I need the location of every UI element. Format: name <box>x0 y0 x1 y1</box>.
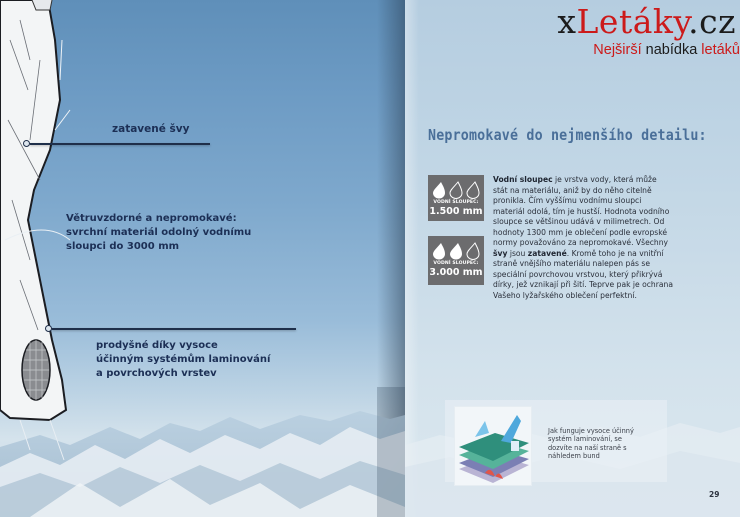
badge-label: VODNÍ SLOUPEC: <box>433 261 479 266</box>
water-column-badge-1500 <box>428 175 484 221</box>
xletaky-logo[interactable] <box>557 1 736 43</box>
callout-breathable-line-3: a povrchových vrstev <box>96 368 217 379</box>
body-paragraph <box>493 175 673 301</box>
lamination-diagram-icon <box>455 407 532 486</box>
callout-line-seams <box>30 143 210 145</box>
water-drop-outline-icon <box>465 242 481 260</box>
drops-rating <box>428 175 484 199</box>
callout-line-breathable <box>52 328 296 330</box>
tagline-part-2: nabídka <box>641 42 702 58</box>
pants-sketch-illustration <box>0 0 140 517</box>
info-box-text: Jak funguje vysoce účinný systém laminování, se dozvíte na naší straně s náhledem bund <box>548 427 634 460</box>
callout-dot-seams <box>23 140 30 147</box>
badge-label: VODNÍ SLOUPEC: <box>433 200 479 205</box>
callout-breathable-line-2: účinným systémům laminování <box>96 354 271 365</box>
xletaky-tagline <box>593 42 740 58</box>
body-text-3: . Kromě toho je na vnitřní straně vnějšího materiálu nalepen pás se speciální povrchovou vrstvou, který přikrývá dírky, jež vznikají při šití. Teprve pak je ochrana Vašeho lyžařského oblečení perfektní. <box>493 248 673 300</box>
body-text-1: je vrstva vody, která může stát na materiálu, aniž by do něho citelně pronikla. Čím vyššímu vodnímu sloupci materiál odolá, tím je hustší. Hodnota vodního sloupce se většinou udává v milimetrech. Od hodnoty 1300 mm je oblečení podle evropské normy považováno za nepromokavé. Všechny <box>493 175 670 247</box>
logo-main: Letáky <box>576 2 689 41</box>
xletaky-watermark[interactable] <box>500 0 740 66</box>
logo-suffix: .cz <box>688 2 736 41</box>
tagline-part-3: letáků <box>701 42 740 58</box>
badge-value: 3.000 mm <box>429 267 483 278</box>
water-drop-filled-icon <box>431 242 447 260</box>
page-number: 29 <box>709 490 720 499</box>
lamination-layers-image <box>454 406 532 486</box>
water-column-badge-3000 <box>428 236 484 285</box>
term-seams: švy <box>493 248 508 258</box>
callout-waterproof-line-1: Větruvzdorné a nepromokavé: <box>66 213 237 224</box>
water-drop-filled-icon <box>431 181 447 199</box>
callout-breathable-line-1: prodyšné díky vysoce <box>96 340 218 351</box>
water-drop-outline-icon <box>448 181 464 199</box>
section-heading: Nepromokavé do nejmenšího detailu: <box>428 126 707 144</box>
logo-prefix: x <box>557 2 577 41</box>
tagline-part-1: Nejširší <box>593 42 642 58</box>
term-water-column: Vodní sloupec <box>493 175 553 184</box>
callout-dot-breathable <box>45 325 52 332</box>
callout-seams-text: zatavené švy <box>112 123 190 135</box>
callout-waterproof-line-3: sloupci do 3000 mm <box>66 241 180 252</box>
water-drop-filled-icon <box>448 242 464 260</box>
term-sealed: zatavené <box>527 248 567 258</box>
body-text-2: jsou <box>507 248 528 258</box>
drops-rating <box>428 236 484 260</box>
badge-value: 1.500 mm <box>429 206 483 217</box>
callout-waterproof-line-2: svrchní materiál odolný vodnímu <box>66 227 252 238</box>
callout-breathable-text <box>96 339 270 381</box>
callout-waterproof-text <box>66 212 251 254</box>
water-drop-outline-icon <box>465 181 481 199</box>
